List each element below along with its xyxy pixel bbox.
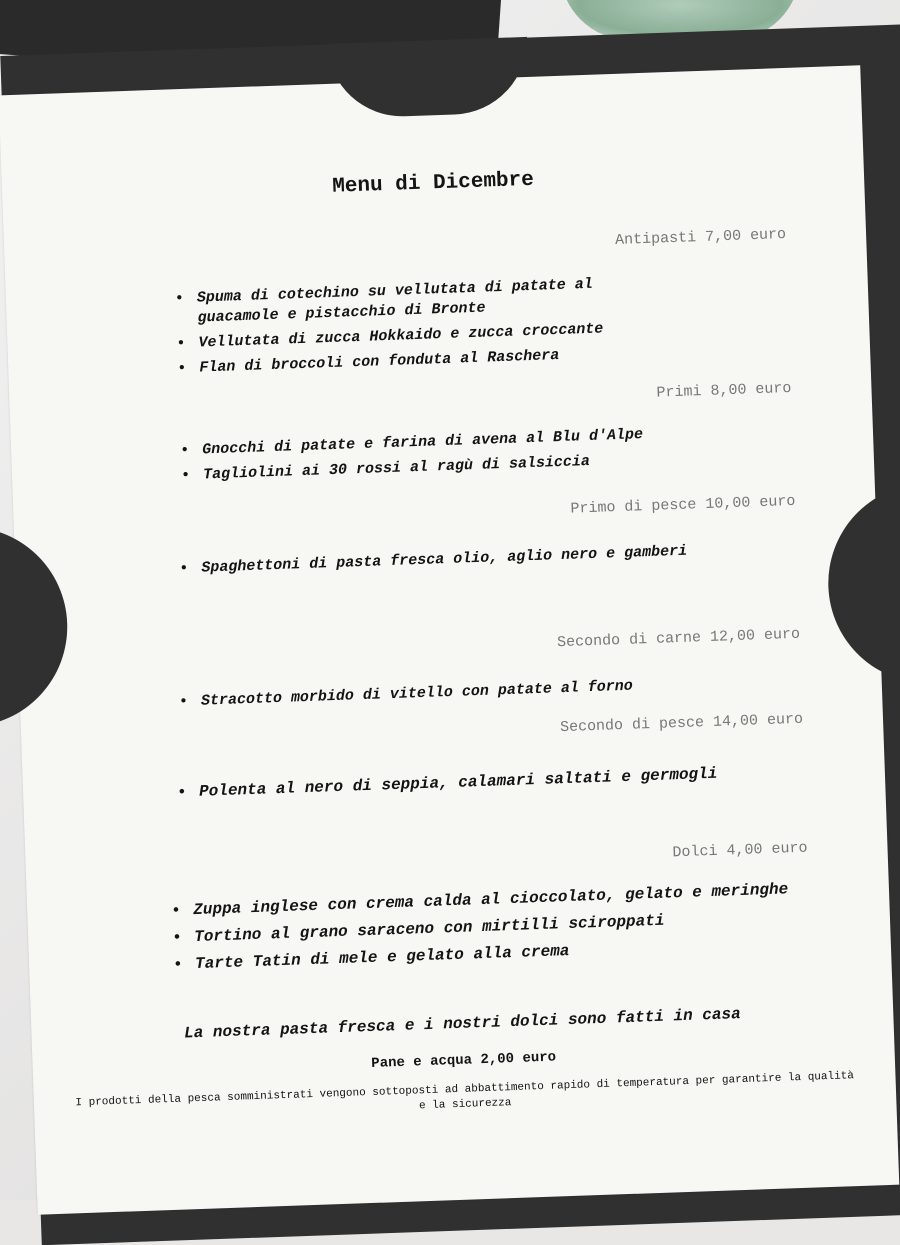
list-item: • Tortino al grano saraceno con mirtilli sciroppati <box>171 911 665 947</box>
homemade-note: La nostra pasta fresca e i nostri dolci sono fatti in casa <box>183 1005 741 1043</box>
list-primi <box>176 422 723 491</box>
bullet-icon: • <box>178 693 189 711</box>
list-item: • Zuppa inglese con crema calda al cioccolato, gelato e meringhe <box>170 880 789 920</box>
list-primo-pesce <box>175 540 742 585</box>
list-antipasti <box>171 272 670 384</box>
bullet-icon: • <box>174 290 185 308</box>
menu-content <box>0 65 899 1214</box>
bullet-icon: • <box>171 928 183 947</box>
list-dolci <box>167 877 815 980</box>
section-heading-primi: Primi 8,00 euro <box>656 379 792 402</box>
list-item: • Tagliolini ai 30 rossi al ragù di salsiccia <box>180 452 591 485</box>
bullet-icon: • <box>179 441 190 460</box>
list-item: • Stracotto morbido di vitello con patate al forno <box>178 677 634 711</box>
menu-sheet <box>0 65 899 1214</box>
section-heading-secondo-carne: Secondo di carne 12,00 euro <box>556 625 801 652</box>
bread-water-price: Pane e acqua 2,00 euro <box>371 1049 557 1072</box>
section-heading-dolci: Dolci 4,00 euro <box>672 839 808 862</box>
bullet-icon: • <box>179 560 189 578</box>
list-secondo-pesce <box>173 763 720 809</box>
list-item: • Vellutata di zucca Hokkaido e zucca croccante <box>176 320 604 353</box>
bullet-icon: • <box>176 783 188 802</box>
section-heading-antipasti: Antipasti 7,00 euro <box>614 225 787 249</box>
bullet-icon: • <box>170 901 182 920</box>
bullet-icon: • <box>180 466 191 485</box>
menu-title: Menu di Dicembre <box>331 168 535 199</box>
section-heading-primo-pesce: Primo di pesce 10,00 euro <box>570 492 796 518</box>
bullet-icon: • <box>177 360 187 378</box>
list-item: • Spaghettoni di pasta fresca olio, aglio nero e gamberi <box>179 542 688 578</box>
list-item: • Tarte Tatin di mele e gelato alla crema <box>172 941 570 974</box>
fish-safety-notice: I prodotti della pesca somministrati vengono sottoposti ad abbattimento rapido di temperatura per garantire la qualità e la sicurezza <box>75 1070 855 1113</box>
list-secondo-carne <box>175 671 801 718</box>
section-heading-secondo-pesce: Secondo di pesce 14,00 euro <box>559 710 804 737</box>
bullet-icon: • <box>176 335 186 353</box>
list-item: • Flan di broccoli con fonduta al Raschera <box>177 346 560 378</box>
list-item: • Polenta al nero di seppia, calamari saltati e germogli <box>176 764 718 802</box>
bullet-icon: • <box>172 955 184 974</box>
list-item: • Spuma di cotechino su vellutata di patate al guacamole e pistacchio di Bronte <box>174 275 594 327</box>
list-item: • Gnocchi di patate e farina di avena al Blu d'Alpe <box>179 426 644 460</box>
